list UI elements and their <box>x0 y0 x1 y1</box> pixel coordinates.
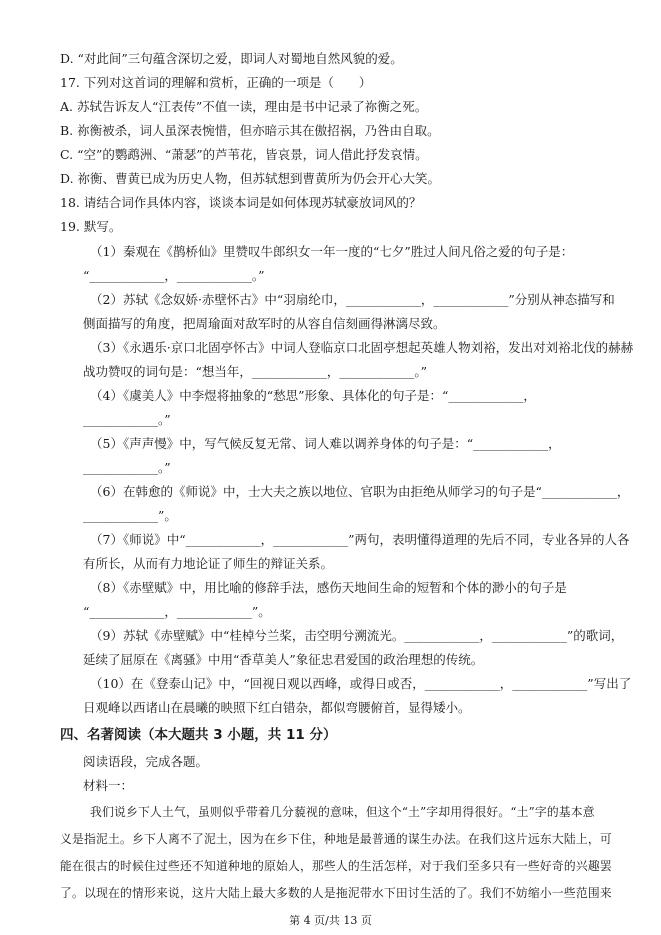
dictation-1-blank: “____________，____________。” <box>83 268 265 283</box>
dictation-9-cont: 延续了屈原在《离骚》中用“香草美人”象征忠君爱国的政治理想的传统。 <box>83 652 484 667</box>
dictation-2-cont: 侧面描写的角度，把周瑜面对敌军时的从容自信刻画得淋漓尽致。 <box>83 316 446 331</box>
dictation-8-prompt: （8）《赤壁赋》中，用比喻的修辞手法，感伤天地间生命的短暂和个体的渺小的句子是 <box>90 580 567 595</box>
q17-option-a: A. 苏轼告诉友人“江表传”不值一读，理由是书中记录了祢衡之死。 <box>60 99 428 114</box>
q18-stem: 18. 请结合词作具体内容，谈谈本词是如何体现苏轼豪放词风的？ <box>60 195 422 210</box>
dictation-4-cont: ____________。” <box>83 412 171 427</box>
passage-line: 我们说乡下人土气，虽则似乎带着几分藐视的意味，但这个“土”字却用得很好。“土”字的基本意 <box>90 805 595 819</box>
passage-line: 义是指泥土。乡下人离不了泥土，因为在乡下住，种地是最普通的谋生办法。在我们这片远东大陆上，可 <box>60 832 612 846</box>
dictation-5-prompt: （5）《声声慢》中，写气候反复无常、词人难以调养身体的句子是：“____________， <box>90 436 561 451</box>
q17-option-b: B. 祢衡被杀，词人虽深表惋惜，但亦暗示其在傲招祸，乃咎由自取。 <box>60 123 440 138</box>
dictation-10-cont: 日观峰以西诸山在晨曦的映照下红白错杂，都似弯腰俯首，显得矮小。 <box>83 700 471 715</box>
dictation-9-prompt: （9）苏轼《赤壁赋》中“桂棹兮兰桨，击空明兮溯流光。____________，____________”的歌词， <box>90 628 624 643</box>
reading-instruction: 阅读语段，完成各题。 <box>83 754 209 769</box>
q17-option-c: C. “空”的鹦鹉洲、“萧瑟”的芦苇花，皆哀景，词人借此抒发哀情。 <box>60 147 428 162</box>
dictation-1-prompt: （1）秦观在《鹊桥仙》里赞叹牛郎织女一年一度的“七夕”胜过人间凡俗之爱的句子是： <box>90 244 574 259</box>
q17-option-d: D. 祢衡、曹黄已成为历史人物，但苏轼想到曹黄所为仍会开心大笑。 <box>60 171 441 186</box>
dictation-7-cont: 有所长，从而有力地论证了师生的辩证关系。 <box>83 556 334 571</box>
dictation-6-cont: ____________”。 <box>83 508 177 523</box>
dictation-6-prompt: （6）在韩愈的《师说》中，士大夫之族以地位、官职为由拒绝从师学习的句子是“____________， <box>90 484 630 499</box>
dictation-7-prompt: （7）《师说》中“____________，____________”两句，表明懂得道理的先后不同，专业各异的人各 <box>90 532 630 547</box>
dictation-5-cont: ____________。” <box>83 460 171 475</box>
q16-option-d: D. “对此间”三句蕴含深切之爱，即词人对蜀地自然风貌的爱。 <box>60 51 403 66</box>
dictation-3-cont: 战功赞叹的词句是：“想当年，____________，____________。” <box>83 364 428 379</box>
dictation-8-cont: “____________，____________”。 <box>83 604 271 619</box>
dictation-2-prompt: （2）苏轼《念奴娇·赤壁怀古》中“羽扇纶巾，____________，____________”分别从神态描写和 <box>90 292 615 307</box>
material-1-label: 材料一： <box>83 778 134 793</box>
dictation-4-prompt: （4）《虞美人》中李煜将抽象的“愁思”形象、具体化的句子是：“____________， <box>90 388 536 403</box>
passage-line: 能在很古的时候住过些还不知道种地的原始人，那些人的生活怎样，对于我们至多只有一些好奇的兴趣罢 <box>60 859 612 873</box>
page-footer: 第 4 页/共 13 页 <box>289 914 372 927</box>
section-4-heading: 四、名著阅读（本大题共 3 小题，共 11 分） <box>60 727 337 743</box>
q17-stem: 17. 下列对这首词的理解和赏析，正确的一项是（ ） <box>60 75 372 90</box>
dictation-10-prompt: （10）在《登泰山记》中，“回视日观以西峰，或得日或否，____________，____________”写出了 <box>90 676 632 691</box>
q19-stem: 19. 默写。 <box>60 219 122 234</box>
dictation-3-prompt: （3）《永遇乐·京口北固亭怀古》中词人登临京口北固亭想起英雄人物刘裕，发出对刘裕北伐的赫赫 <box>90 340 634 355</box>
passage-line: 了。以现在的情形来说，这片大陆上最大多数的人是拖泥带水下田讨生活的了。我们不妨缩小一些范围来 <box>60 886 612 900</box>
